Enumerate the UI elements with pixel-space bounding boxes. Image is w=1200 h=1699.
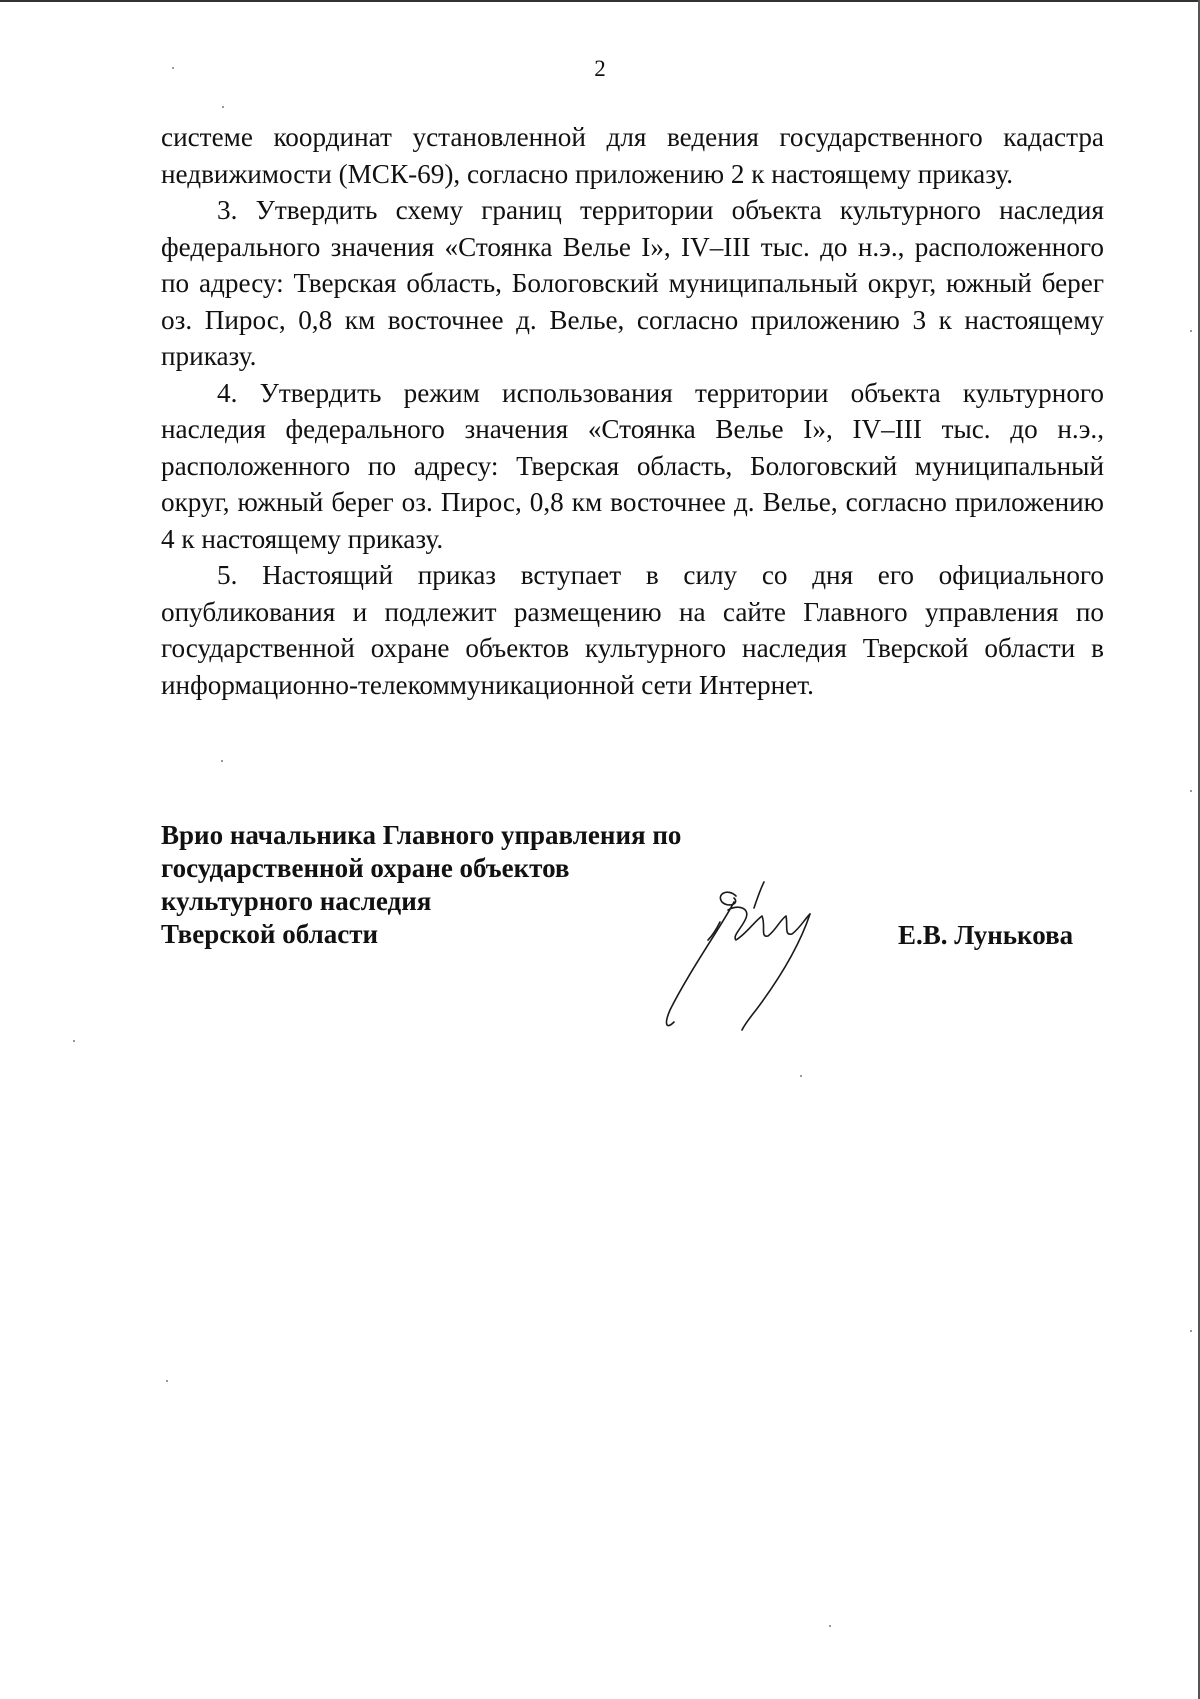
page-number: 2 xyxy=(594,56,606,81)
document-body xyxy=(161,119,1104,703)
scan-speck xyxy=(73,1040,75,1042)
paragraph-continuation: системе координат установленной для ведения государственного кадастра недвижимости (МСК-69), согласно приложению 2 к настоящему приказу. xyxy=(161,122,1104,189)
handwritten-signature xyxy=(650,878,840,1036)
signatory-position-line: государственной охране объектов xyxy=(161,853,570,883)
signatory-position-line: культурного наследия xyxy=(161,886,432,916)
scan-speck xyxy=(221,760,223,762)
scan-speck xyxy=(172,67,174,69)
scan-speck xyxy=(1190,790,1192,792)
paragraph-item-5: 5. Настоящий приказ вступает в силу со дня его официального опубликования и подлежит размещению на сайте Главного управления по государственной охране объектов культурного наследия Тверской области в информационно-телекоммуникационной сети Интернет. xyxy=(161,560,1104,700)
signatory-position xyxy=(161,819,681,951)
scan-speck xyxy=(222,106,224,108)
scan-speck xyxy=(1190,1330,1192,1332)
scan-edge-top xyxy=(0,0,1200,2)
scan-speck xyxy=(800,1075,802,1077)
scan-speck xyxy=(1190,330,1192,332)
scan-speck xyxy=(166,1380,168,1382)
signatory-name: Е.В. Лунькова xyxy=(898,920,1074,950)
signatory-position-line: Тверской области xyxy=(161,919,379,949)
signatory-position-line: Врио начальника Главного управления по xyxy=(161,820,682,850)
paragraph-item-3: 3. Утвердить схему границ территории объекта культурного наследия федерального значения «Стоянка Велье I», IV–III тыс. до н.э., расположенного по адресу: Тверская область, Бологовский муниципальный округ, южный берег оз. Пирос, 0,8 км восточнее д. Велье, согласно приложению 3 к настоящему приказу. xyxy=(161,195,1104,371)
paragraph-item-4: 4. Утвердить режим использования территории объекта культурного наследия федерального значения «Стоянка Велье I», IV–III тыс. до н.э., расположенного по адресу: Тверская область, Бологовский муниципальный округ, южный берег оз. Пирос, 0,8 км восточнее д. Велье, согласно приложению 4 к настоящему приказу. xyxy=(161,377,1104,554)
scan-speck xyxy=(829,1625,831,1627)
